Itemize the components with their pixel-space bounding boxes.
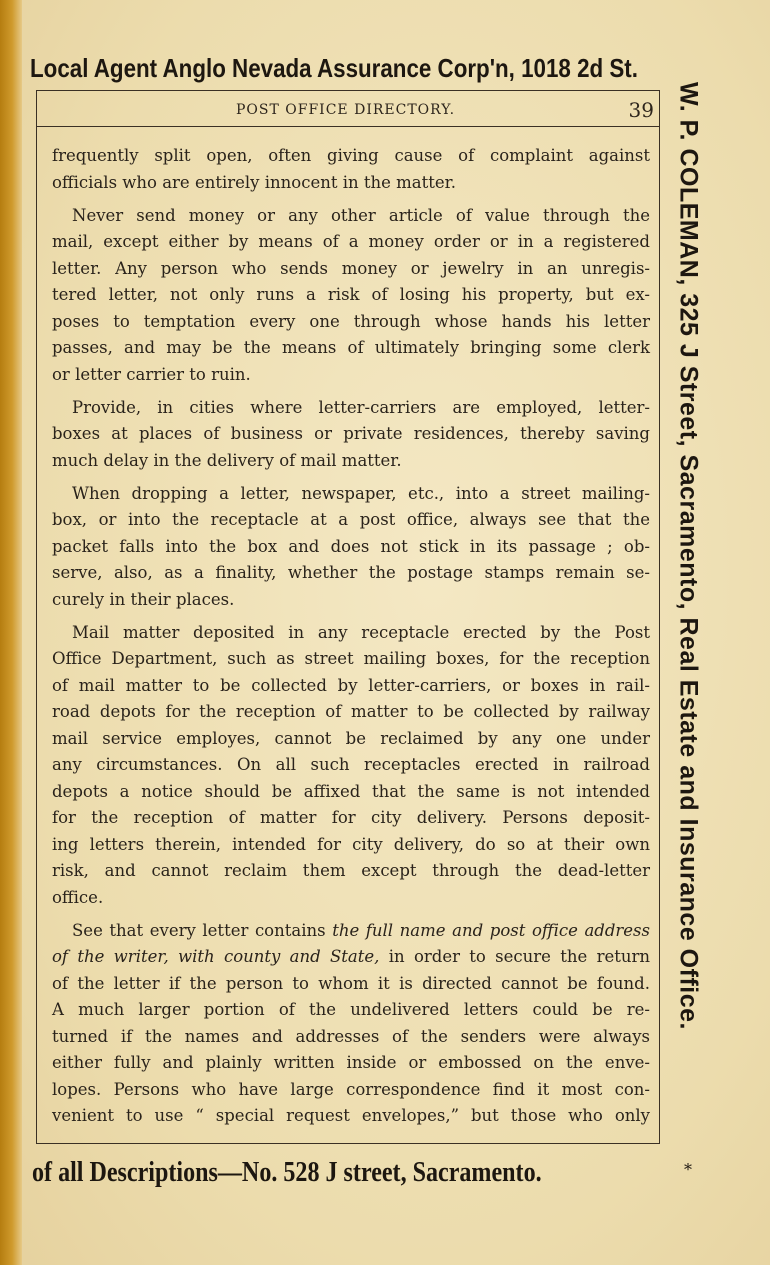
text-line: mail service employes, cannot be reclaimed by any one under	[52, 728, 650, 748]
text-line: of mail matter to be collected by letter-carriers, or boxes in rail-	[52, 675, 650, 695]
text-line: or letter carrier to ruin.	[52, 364, 251, 384]
italic-run: of the writer, with county and State,	[52, 947, 380, 966]
text-line: Mail matter deposited in any receptacle erected by the Post	[72, 622, 650, 642]
side-advertisement	[668, 82, 708, 1162]
italic-run: the full name and post office address	[332, 920, 650, 940]
text-line: Never send money or any other article of value through the	[72, 205, 650, 225]
text-line: turned if the names and addresses of the senders were always	[52, 1026, 650, 1046]
text-line: lopes. Persons who have large correspondence find it most con-	[52, 1079, 650, 1099]
text-line: poses to temptation every one through whose hands his letter	[52, 311, 650, 331]
text-line: box, or into the receptacle at a post office, always see that the	[52, 510, 650, 529]
text-line: boxes at places of business or private residences, thereby saving	[52, 424, 650, 443]
text-line: road depots for the reception of matter to be collected by railway	[52, 702, 650, 721]
text-line: any circumstances. On all such receptacles erected in railroad	[52, 755, 650, 774]
text-line: office.	[52, 887, 104, 907]
paragraph-4	[52, 481, 650, 614]
text-line: Provide, in cities where letter-carriers are employed, letter-	[72, 397, 650, 417]
text-line: frequently split open, often giving cause of complaint against	[52, 146, 650, 165]
text-line: curely in their places.	[52, 589, 235, 609]
text-line: letter. Any person who sends money or jewelry in an unregis-	[52, 258, 650, 278]
text-line: passes, and may be the means of ultimately bringing some clerk	[52, 338, 650, 357]
running-head-title: POST OFFICE DIRECTORY.	[236, 102, 456, 118]
running-head	[36, 96, 660, 127]
book-spine-edge	[0, 0, 22, 1265]
text-line: packet falls into the box and does not stick in its passage ; ob-	[52, 536, 650, 556]
text-line: depots a notice should be affixed that the same is not intended	[52, 781, 650, 801]
text-line	[52, 944, 650, 971]
text-line: Office Department, such as street mailing boxes, for the reception	[52, 649, 650, 668]
text-line: A much larger portion of the undelivered letters could be re-	[52, 1000, 650, 1019]
page-number: 39	[628, 98, 654, 122]
text-line: ing letters therein, intended for city delivery, do so at their own	[52, 834, 650, 854]
top-advertisement: Local Agent Anglo Nevada Assurance Corp'n, 1018 2d St.	[30, 53, 638, 83]
paragraph-2	[52, 203, 650, 389]
bottom-advertisement: of all Descriptions—No. 528 J street, Sacramento.	[32, 1156, 542, 1188]
text-run: See that every letter contains	[72, 920, 326, 940]
paragraph-6	[52, 918, 650, 1130]
text-line	[52, 918, 650, 945]
side-advertisement-text: W. P. COLEMAN, 325 J Street, Sacramento, Real Estate and Insurance Office.	[674, 82, 703, 1030]
text-line: risk, and cannot reclaim them except through the dead-letter	[52, 861, 650, 880]
text-line: of the letter if the person to whom it is directed cannot be found.	[52, 973, 650, 993]
text-line: When dropping a letter, newspaper, etc., into a street mailing-	[72, 483, 650, 503]
ornament-asterisk: *	[684, 1160, 692, 1179]
text-line: mail, except either by means of a money order or in a registered	[52, 232, 650, 251]
text-line: much delay in the delivery of mail matter.	[52, 450, 402, 470]
text-line: either fully and plainly written inside or embossed on the enve-	[52, 1053, 650, 1072]
body-text	[52, 143, 650, 1136]
text-line: officials who are entirely innocent in the matter.	[52, 172, 456, 192]
paragraph-5	[52, 620, 650, 912]
paragraph-1	[52, 143, 650, 196]
paragraph-3	[52, 395, 650, 475]
text-line: tered letter, not only runs a risk of losing his property, but ex-	[52, 285, 650, 304]
text-line: serve, also, as a finality, whether the postage stamps remain se-	[52, 563, 650, 582]
text-line: for the reception of matter for city delivery. Persons deposit-	[52, 808, 650, 827]
text-run: in order to secure the return	[388, 947, 650, 966]
text-line: venient to use “ special request envelopes,” but those who only	[52, 1106, 650, 1125]
